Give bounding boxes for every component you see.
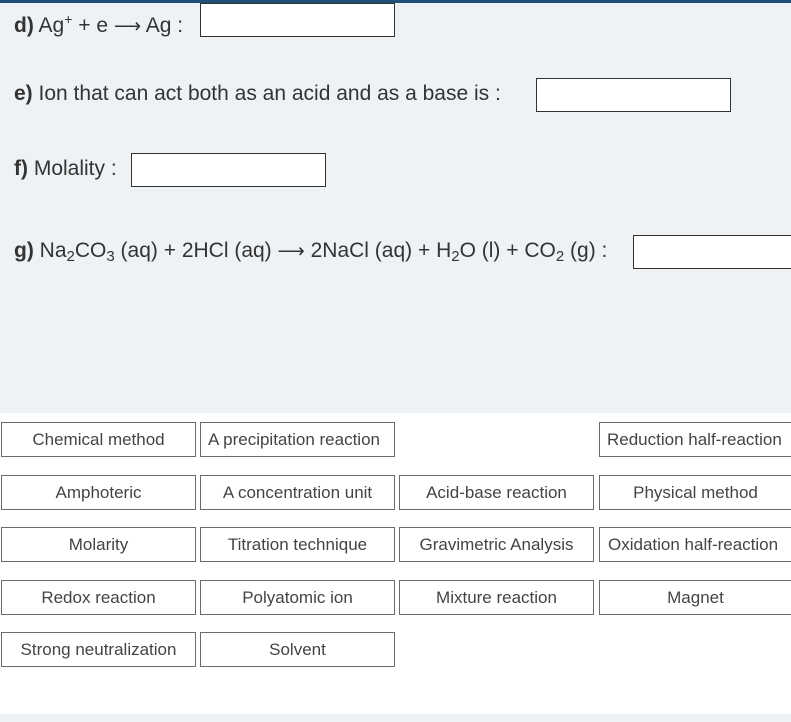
question-g-sub-1: 2 [66, 248, 75, 265]
question-g [14, 239, 607, 269]
question-d [14, 7, 183, 39]
question-g-products-1: 2NaCl (aq) + H [304, 239, 452, 262]
option-acid-base-reaction[interactable]: Acid-base reaction [399, 475, 594, 510]
question-d-electron: + e [72, 14, 114, 37]
answer-box-f[interactable] [131, 153, 326, 187]
question-f-text: Molality : [28, 157, 117, 180]
option-magnet[interactable]: Magnet [599, 580, 791, 615]
question-g-sub-2: 3 [106, 248, 115, 265]
question-e [14, 82, 501, 106]
option-precipitation-reaction[interactable]: A precipitation reaction [200, 422, 395, 457]
option-titration-technique[interactable]: Titration technique [200, 527, 395, 562]
option-chemical-method[interactable]: Chemical method [1, 422, 196, 457]
option-molarity[interactable]: Molarity [1, 527, 196, 562]
option-amphoteric[interactable]: Amphoteric [1, 475, 196, 510]
question-area [0, 3, 791, 413]
question-g-sub-4: 2 [555, 248, 565, 265]
answer-box-e[interactable] [536, 78, 731, 112]
question-g-sub-3: 2 [451, 248, 460, 265]
question-d-charge: + [64, 11, 73, 27]
question-e-text: Ion that can act both as an acid and as a base is : [32, 82, 501, 105]
question-g-co: CO [74, 239, 107, 262]
option-solvent[interactable]: Solvent [200, 632, 395, 667]
question-g-na: Na [33, 239, 67, 262]
question-f [14, 157, 117, 181]
question-e-letter: e) [14, 82, 33, 105]
question-g-arrow: ⟶ [277, 241, 305, 262]
question-g-products-3: (g) : [564, 239, 608, 262]
option-gravimetric-analysis[interactable]: Gravimetric Analysis [399, 527, 594, 562]
option-polyatomic-ion[interactable]: Polyatomic ion [200, 580, 395, 615]
option-strong-neutralization[interactable]: Strong neutralization [1, 632, 196, 667]
bottom-strip [0, 714, 791, 722]
option-physical-method[interactable]: Physical method [599, 475, 791, 510]
question-g-reactants: (aq) + 2HCl (aq) [114, 239, 278, 262]
answer-box-d[interactable] [200, 3, 395, 37]
question-g-products-2: O (l) + CO [459, 239, 556, 262]
answer-box-g[interactable] [633, 235, 791, 269]
question-d-letter: d) [14, 14, 34, 37]
option-concentration-unit[interactable]: A concentration unit [200, 475, 395, 510]
option-redox-reaction[interactable]: Redox reaction [1, 580, 196, 615]
question-f-letter: f) [14, 157, 28, 180]
option-mixture-reaction[interactable]: Mixture reaction [399, 580, 594, 615]
question-d-product: Ag : [141, 14, 184, 37]
question-d-arrow: ⟶ [113, 16, 142, 37]
option-oxidation-half-reaction[interactable]: Oxidation half-reaction [599, 527, 791, 562]
option-reduction-half-reaction[interactable]: Reduction half-reaction [599, 422, 791, 457]
question-d-ag: Ag [38, 14, 65, 37]
question-g-letter: g) [14, 239, 34, 262]
